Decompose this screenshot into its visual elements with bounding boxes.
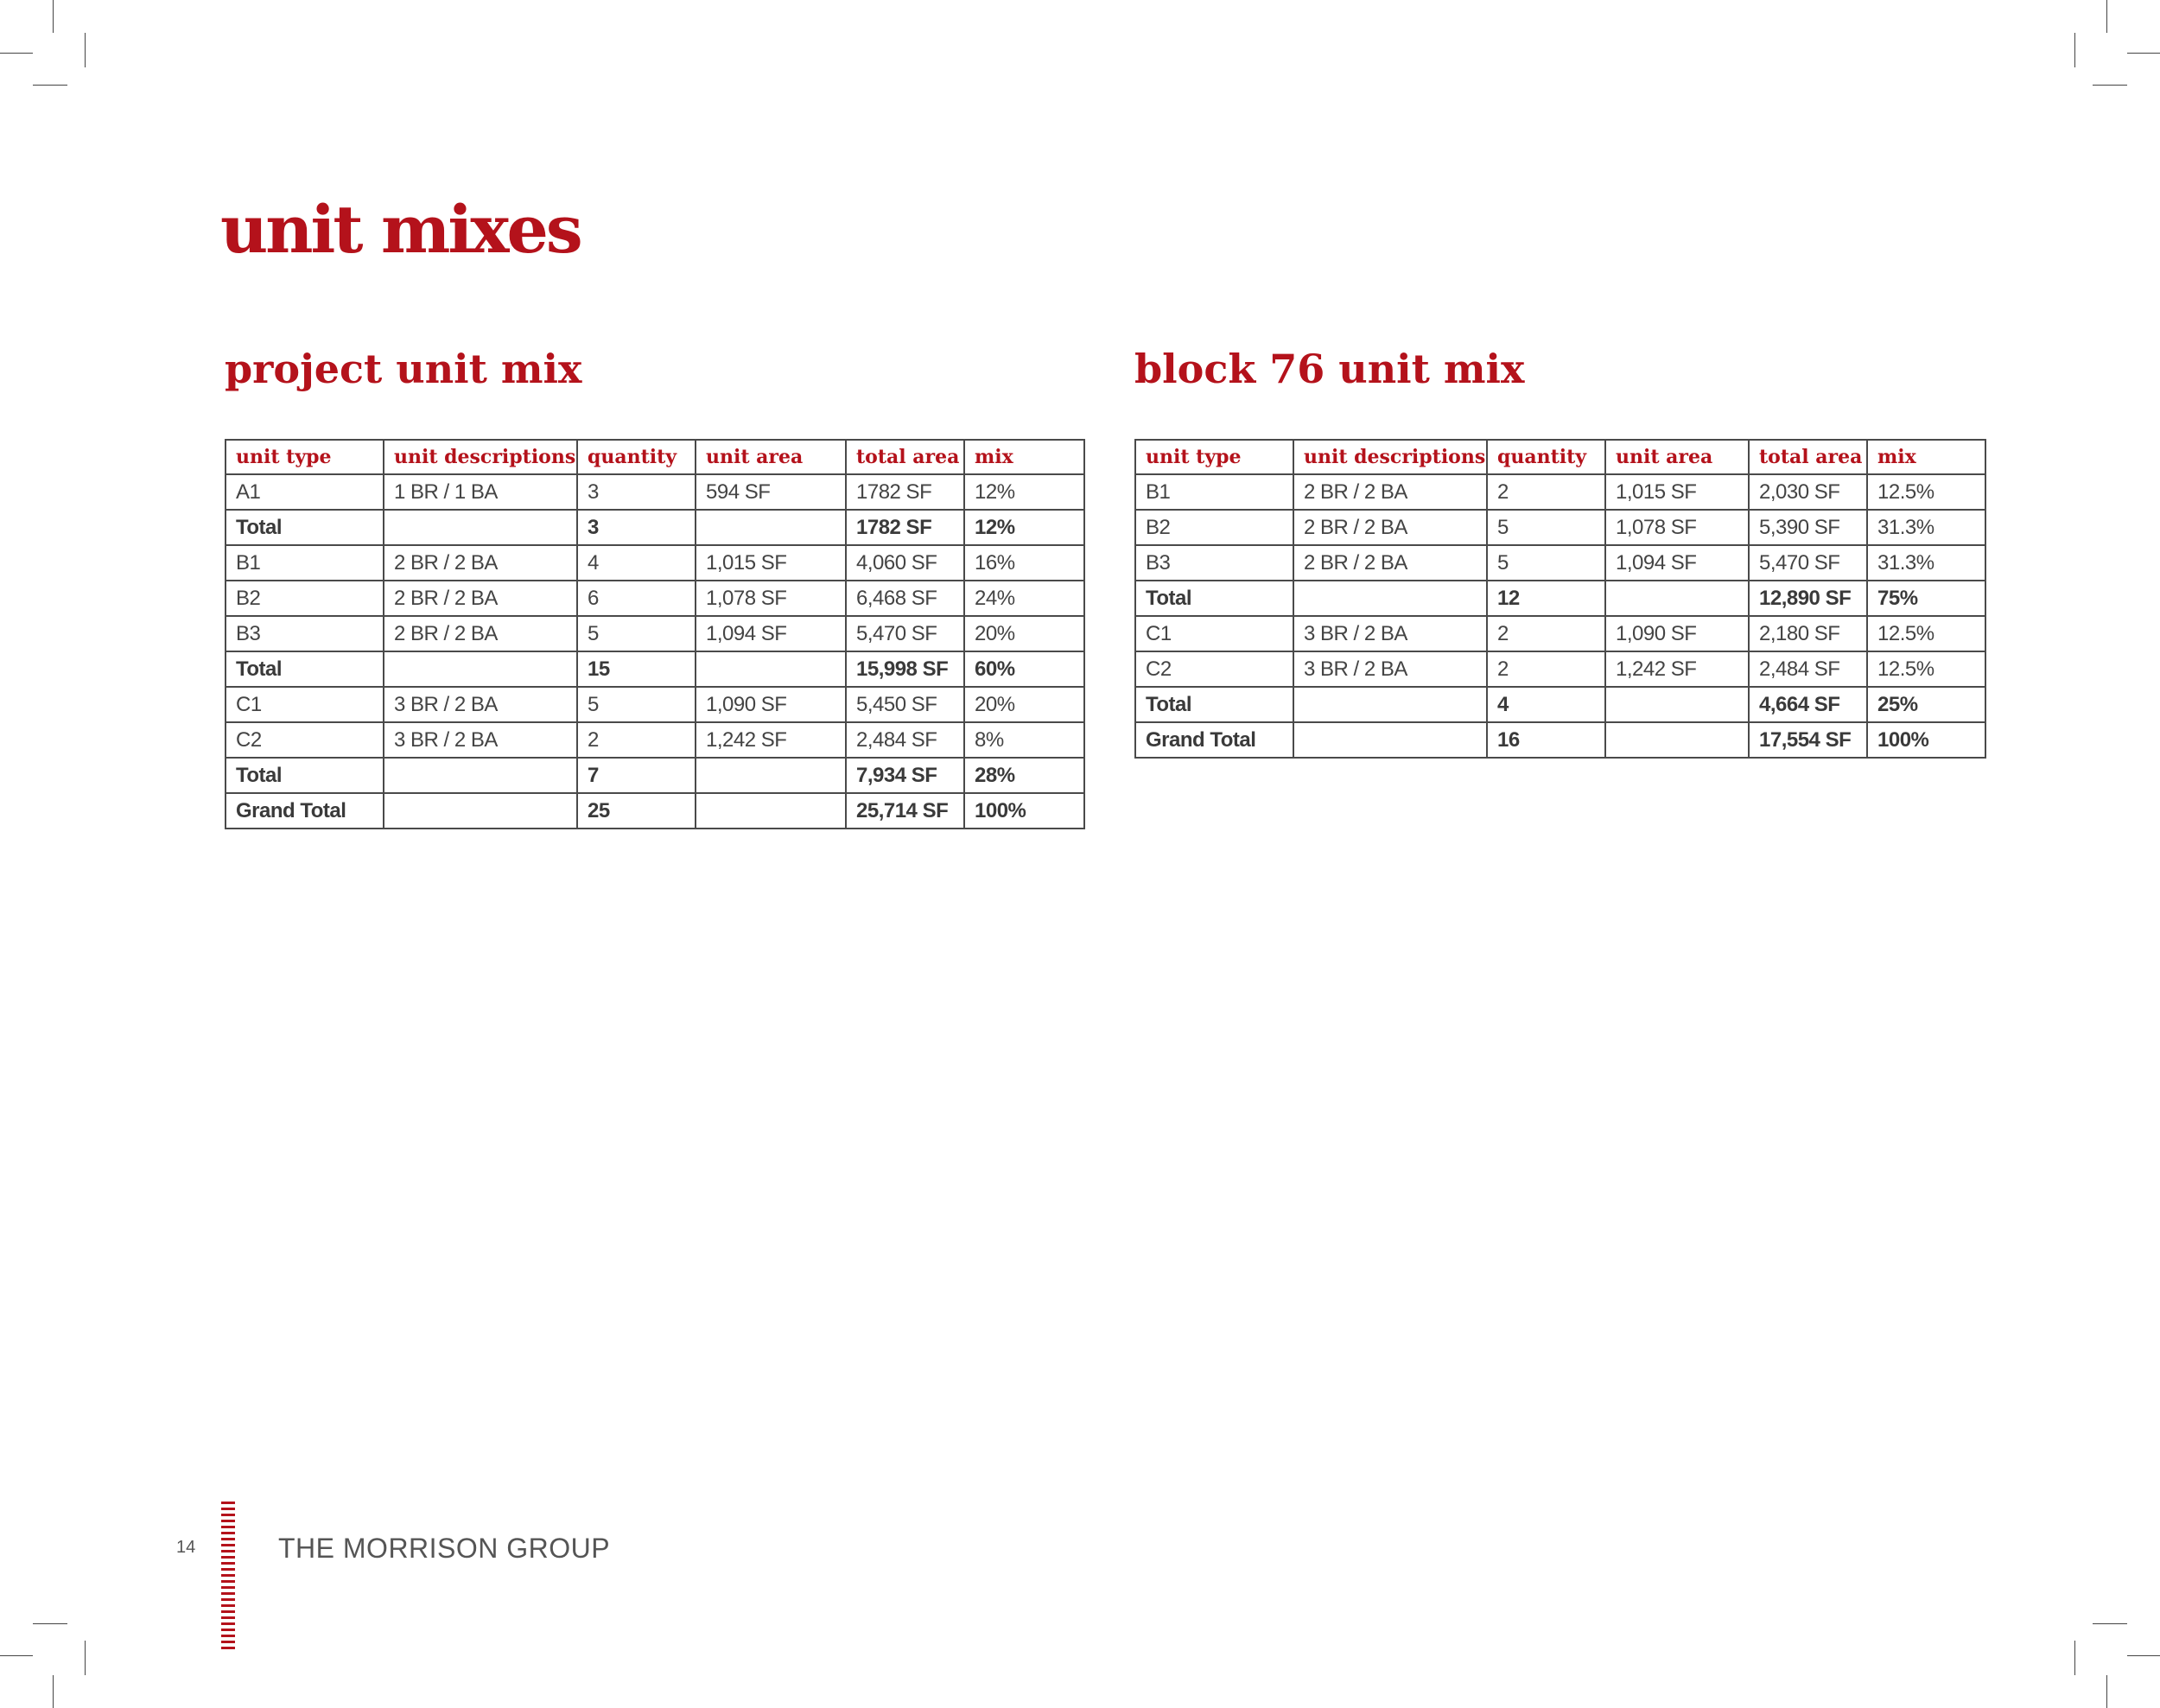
table-cell: 28%: [964, 758, 1084, 793]
crop-mark: [2074, 1641, 2075, 1675]
table-cell: 4: [1487, 687, 1605, 722]
table-cell: 4: [577, 545, 696, 581]
table-cell: C2: [1135, 651, 1293, 687]
column-header: quantity: [577, 440, 696, 474]
table-cell: 12,890 SF: [1749, 581, 1867, 616]
table-row: [1135, 510, 1985, 545]
table-cell: 6,468 SF: [846, 581, 964, 616]
column-header: unit area: [696, 440, 846, 474]
table-cell: 25%: [1867, 687, 1985, 722]
table-cell: [384, 651, 577, 687]
table-cell: 5,470 SF: [846, 616, 964, 651]
table-cell: 75%: [1867, 581, 1985, 616]
column-header: mix: [1867, 440, 1985, 474]
table-total-row: [226, 793, 1084, 829]
table-cell: 31.3%: [1867, 545, 1985, 581]
table-header-row: [1135, 440, 1985, 474]
column-header: quantity: [1487, 440, 1605, 474]
table-cell: 2 BR / 2 BA: [384, 545, 577, 581]
project-unit-mix-table: [225, 439, 1085, 829]
table-cell: Grand Total: [226, 793, 384, 829]
table-cell: 6: [577, 581, 696, 616]
column-header: mix: [964, 440, 1084, 474]
column-header: unit descriptions: [384, 440, 577, 474]
table-cell: 20%: [964, 687, 1084, 722]
table-cell: 12.5%: [1867, 616, 1985, 651]
table-cell: 5,470 SF: [1749, 545, 1867, 581]
crop-mark: [53, 1675, 54, 1708]
table-cell: [1293, 722, 1487, 758]
table-cell: 12: [1487, 581, 1605, 616]
table-cell: 3 BR / 2 BA: [1293, 651, 1487, 687]
table-cell: 100%: [964, 793, 1084, 829]
crop-mark: [33, 85, 67, 86]
column-header: total area: [1749, 440, 1867, 474]
crop-mark: [85, 1641, 86, 1675]
table-cell: 16: [1487, 722, 1605, 758]
table-row: [1135, 651, 1985, 687]
page-number: 14: [176, 1538, 196, 1557]
table-cell: [696, 651, 846, 687]
table-cell: B1: [226, 545, 384, 581]
table-cell: B1: [1135, 474, 1293, 510]
table-cell: 4,060 SF: [846, 545, 964, 581]
table-cell: [696, 793, 846, 829]
table-cell: 4,664 SF: [1749, 687, 1867, 722]
table-cell: [1605, 687, 1749, 722]
table-cell: 60%: [964, 651, 1084, 687]
table-cell: 2,030 SF: [1749, 474, 1867, 510]
table-cell: 25,714 SF: [846, 793, 964, 829]
table-cell: 100%: [1867, 722, 1985, 758]
table-cell: 594 SF: [696, 474, 846, 510]
table-cell: 1782 SF: [846, 474, 964, 510]
table-cell: 2,484 SF: [1749, 651, 1867, 687]
table-cell: 3 BR / 2 BA: [384, 687, 577, 722]
crop-mark: [2093, 1623, 2127, 1624]
table-cell: 5: [1487, 510, 1605, 545]
crop-mark: [2106, 1675, 2107, 1708]
crop-mark: [2106, 0, 2107, 33]
table-cell: B2: [226, 581, 384, 616]
table-cell: 5: [577, 687, 696, 722]
table-cell: 5,450 SF: [846, 687, 964, 722]
table-total-row: [1135, 687, 1985, 722]
table-cell: 1,078 SF: [1605, 510, 1749, 545]
table-cell: 2 BR / 2 BA: [1293, 545, 1487, 581]
table-cell: 3: [577, 510, 696, 545]
table-total-row: [226, 651, 1084, 687]
crop-mark: [0, 53, 33, 54]
table-cell: [696, 758, 846, 793]
table-cell: Grand Total: [1135, 722, 1293, 758]
table-cell: 2: [1487, 616, 1605, 651]
table-cell: [384, 510, 577, 545]
table-cell: 7,934 SF: [846, 758, 964, 793]
table-row: [1135, 616, 1985, 651]
table-cell: [384, 758, 577, 793]
table-total-row: [226, 758, 1084, 793]
table-cell: 2: [1487, 651, 1605, 687]
table-cell: A1: [226, 474, 384, 510]
table-cell: 8%: [964, 722, 1084, 758]
column-header: unit type: [1135, 440, 1293, 474]
table-cell: 1,242 SF: [1605, 651, 1749, 687]
table-cell: B3: [226, 616, 384, 651]
crop-mark: [33, 1623, 67, 1624]
table-cell: 1,015 SF: [696, 545, 846, 581]
table-row: [226, 616, 1084, 651]
crop-mark: [2127, 1655, 2160, 1656]
table-cell: Total: [226, 510, 384, 545]
table-cell: 20%: [964, 616, 1084, 651]
table-row: [226, 545, 1084, 581]
column-header: unit descriptions: [1293, 440, 1487, 474]
table-total-row: [1135, 581, 1985, 616]
table-cell: B3: [1135, 545, 1293, 581]
table-total-row: [226, 510, 1084, 545]
table-cell: C1: [1135, 616, 1293, 651]
table-row: [1135, 474, 1985, 510]
table-cell: 1,090 SF: [1605, 616, 1749, 651]
table-cell: 2 BR / 2 BA: [384, 581, 577, 616]
table-cell: [384, 793, 577, 829]
table-cell: 12%: [964, 474, 1084, 510]
table-row: [226, 474, 1084, 510]
table-cell: C2: [226, 722, 384, 758]
table-cell: 2,180 SF: [1749, 616, 1867, 651]
table-cell: 3: [577, 474, 696, 510]
table-cell: [1293, 581, 1487, 616]
table-row: [226, 722, 1084, 758]
column-header: unit type: [226, 440, 384, 474]
table-total-row: [1135, 722, 1985, 758]
table-cell: 2,484 SF: [846, 722, 964, 758]
table-cell: 1,094 SF: [696, 616, 846, 651]
table-cell: 3 BR / 2 BA: [384, 722, 577, 758]
crop-mark: [0, 1655, 33, 1656]
table-cell: 1,242 SF: [696, 722, 846, 758]
table-cell: Total: [226, 758, 384, 793]
crop-mark: [2093, 85, 2127, 86]
crop-mark: [2127, 53, 2160, 54]
table-row: [226, 687, 1084, 722]
table-cell: Total: [226, 651, 384, 687]
table-cell: 1,090 SF: [696, 687, 846, 722]
company-name: THE MORRISON GROUP: [278, 1533, 611, 1564]
table-cell: 24%: [964, 581, 1084, 616]
table-cell: 1,094 SF: [1605, 545, 1749, 581]
table-cell: 1782 SF: [846, 510, 964, 545]
crop-mark: [53, 0, 54, 33]
table-cell: 15: [577, 651, 696, 687]
table-cell: 2: [577, 722, 696, 758]
table-cell: 12%: [964, 510, 1084, 545]
table-cell: 15,998 SF: [846, 651, 964, 687]
table-cell: 3 BR / 2 BA: [1293, 616, 1487, 651]
page-title: unit mixes: [220, 191, 581, 268]
table-cell: 16%: [964, 545, 1084, 581]
table-cell: 2 BR / 2 BA: [384, 616, 577, 651]
table-cell: 12.5%: [1867, 474, 1985, 510]
block-76-unit-mix-table: [1134, 439, 1986, 759]
table-cell: C1: [226, 687, 384, 722]
table-cell: [696, 510, 846, 545]
table-cell: 1,015 SF: [1605, 474, 1749, 510]
table-row: [1135, 545, 1985, 581]
table-cell: [1605, 722, 1749, 758]
footer-decorative-bar: [221, 1502, 235, 1652]
column-header: total area: [846, 440, 964, 474]
table-cell: 5,390 SF: [1749, 510, 1867, 545]
table-cell: Total: [1135, 687, 1293, 722]
block-76-unit-mix-heading: block 76 unit mix: [1134, 346, 1525, 392]
table-cell: 2 BR / 2 BA: [1293, 510, 1487, 545]
table-cell: 25: [577, 793, 696, 829]
table-cell: 31.3%: [1867, 510, 1985, 545]
table-cell: 2 BR / 2 BA: [1293, 474, 1487, 510]
table-row: [226, 581, 1084, 616]
table-cell: [1605, 581, 1749, 616]
table-cell: 17,554 SF: [1749, 722, 1867, 758]
table-cell: B2: [1135, 510, 1293, 545]
project-unit-mix-heading: project unit mix: [225, 346, 582, 392]
table-cell: 1,078 SF: [696, 581, 846, 616]
table-cell: 7: [577, 758, 696, 793]
table-cell: 1 BR / 1 BA: [384, 474, 577, 510]
table-cell: 5: [577, 616, 696, 651]
table-cell: 5: [1487, 545, 1605, 581]
table-cell: 12.5%: [1867, 651, 1985, 687]
crop-mark: [85, 33, 86, 67]
table-cell: Total: [1135, 581, 1293, 616]
table-cell: [1293, 687, 1487, 722]
column-header: unit area: [1605, 440, 1749, 474]
crop-mark: [2074, 33, 2075, 67]
table-cell: 2: [1487, 474, 1605, 510]
table-header-row: [226, 440, 1084, 474]
